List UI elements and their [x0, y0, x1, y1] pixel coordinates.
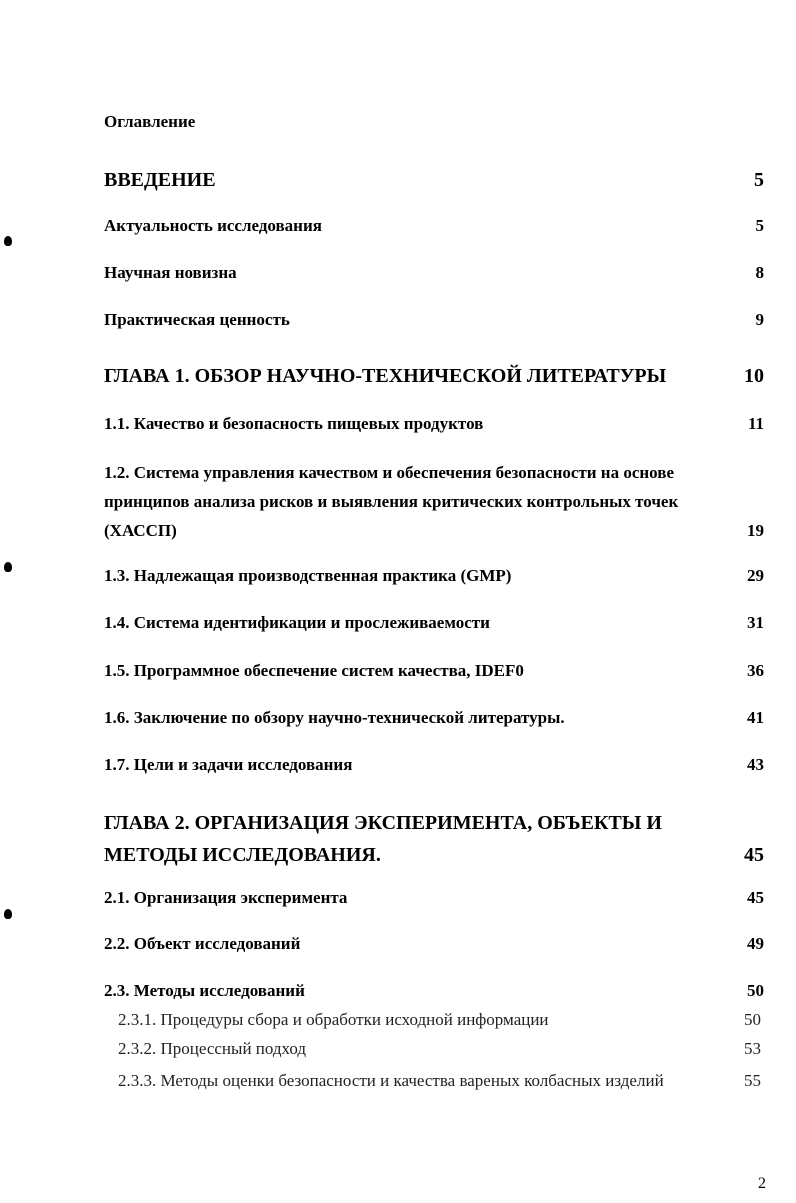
toc-entry-page: 19 [747, 521, 764, 540]
toc-entry [104, 564, 764, 588]
toc-entry-page: 55 [744, 1071, 761, 1090]
toc-entry-page: 43 [747, 755, 764, 774]
toc-entry [104, 659, 764, 683]
toc-entry [104, 412, 764, 436]
toc-entry [104, 261, 764, 285]
toc-entry-label: 1.2. Система управления качеством и обеспечения безопасности на основе принципов анализа рисков и выявления критических контрольных точек (ХАССП) [104, 463, 679, 540]
toc-entry [104, 611, 764, 635]
toc-entry-label: 1.5. Программное обеспечение систем качества, IDEF0 [104, 661, 524, 680]
toc-entry-page: 36 [747, 661, 764, 680]
toc-entry-page: 29 [747, 566, 764, 585]
toc-entry-label: ГЛАВА 2. ОРГАНИЗАЦИЯ ЭКСПЕРИМЕНТА, ОБЪЕКТЫ И МЕТОДЫ ИССЛЕДОВАНИЯ. [104, 812, 662, 866]
toc-entry-label: 2.3.1. Процедуры сбора и обработки исходной информации [118, 1010, 549, 1029]
toc-entry-label: 1.4. Система идентификации и прослеживаемости [104, 613, 490, 632]
toc-entry-page: 5 [755, 216, 764, 235]
page-number: 2 [758, 1175, 766, 1192]
toc-entry [104, 308, 764, 332]
toc-entry-page: 10 [744, 365, 764, 387]
toc-entry-page: 41 [747, 708, 764, 727]
toc-entry-page: 53 [744, 1039, 761, 1058]
toc-entry-label: 2.3.2. Процессный подход [118, 1039, 307, 1058]
toc-entry-label: Научная новизна [104, 263, 237, 282]
toc-subentry [118, 1007, 761, 1032]
toc-entry-page: 50 [744, 1010, 761, 1029]
toc-entry [104, 807, 764, 871]
toc-entry-page: 8 [755, 263, 764, 282]
toc-entry-label: 1.1. Качество и безопасность пищевых продуктов [104, 414, 484, 433]
toc-entry [104, 214, 764, 238]
toc-subentry [118, 1036, 761, 1061]
toc-entry-page: 49 [747, 934, 764, 953]
toc-subentry [118, 1066, 761, 1096]
toc-entry-label: 2.3. Методы исследований [104, 981, 305, 1000]
toc-entry-label: 2.1. Организация эксперимента [104, 888, 348, 907]
toc-entry-label: 2.3.3. Методы оценки безопасности и качества вареных колбасных изделий [118, 1071, 664, 1090]
toc-entry-page: 11 [747, 414, 764, 433]
toc-entry [104, 706, 764, 730]
margin-bullet-icon [4, 909, 12, 919]
toc-entry-label: ГЛАВА 1. ОБЗОР НАУЧНО-ТЕХНИЧЕСКОЙ ЛИТЕРАТУРЫ [104, 365, 667, 387]
toc-entry-page: 45 [747, 888, 764, 907]
toc-entry [104, 932, 764, 956]
toc-entry-page: 31 [747, 613, 764, 632]
toc-entry-page: 5 [754, 169, 764, 191]
margin-bullet-icon [4, 236, 12, 246]
toc-entry [104, 458, 764, 545]
toc-entry [104, 166, 764, 194]
toc-entry [104, 753, 764, 777]
toc-entry-page: 45 [744, 844, 764, 866]
margin-bullet-icon [4, 562, 12, 572]
toc-entry-label: 2.2. Объект исследований [104, 934, 301, 953]
toc-entry-page: 50 [747, 981, 764, 1000]
toc-entry [104, 362, 764, 390]
toc-entry-label: 1.3. Надлежащая производственная практика (GMP) [104, 566, 512, 585]
toc-entry-label: Практическая ценность [104, 310, 290, 329]
toc-entry-label: 1.7. Цели и задачи исследования [104, 755, 353, 774]
toc-entry [104, 979, 764, 1003]
toc-entry-label: Актуальность исследования [104, 216, 322, 235]
toc-entry-page: 9 [755, 310, 764, 329]
toc-title: Оглавление [104, 112, 196, 131]
toc-entry [104, 886, 764, 910]
toc-entry-label: ВВЕДЕНИЕ [104, 169, 216, 191]
toc-entry-label: 1.6. Заключение по обзору научно-технической литературы. [104, 708, 565, 727]
